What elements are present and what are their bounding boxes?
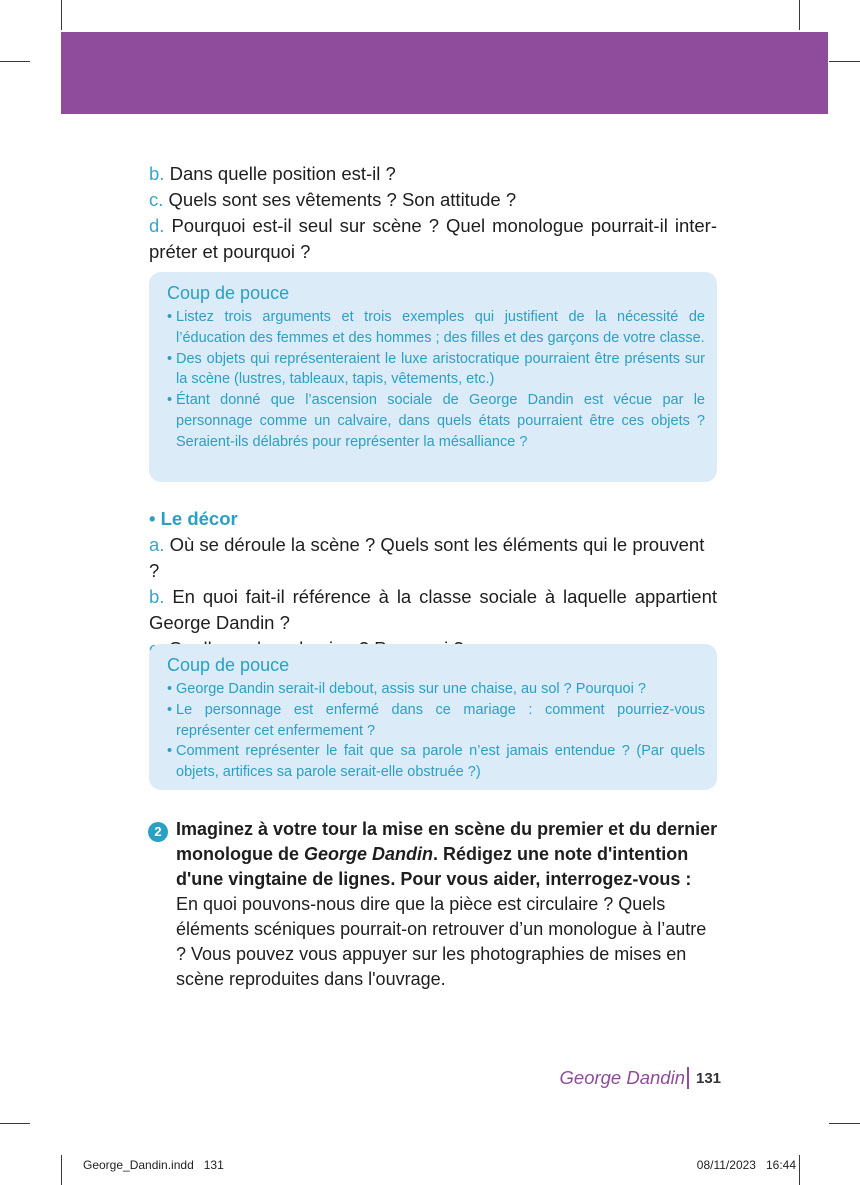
crop-mark [829,61,860,62]
section-heading: • Le décor [149,508,238,529]
exercise-body: En quoi pouvons-nous dire que la pièce est circulaire ? Quels éléments scéniques pourrait-on retrouver d’un monologue à l’autre ? Vous pouvez vous appuyer sur les photographies de mises en scène reproduites dans l'ouvrage. [176,894,707,989]
decor-section [149,506,717,662]
question-a: a. Où se déroule la scène ? Quels sont les éléments qui le prouvent ? [149,534,705,581]
coup-de-pouce-box-2 [149,644,717,790]
exercise-number-badge: 2 [148,822,168,842]
question-c: c. Quels sont ses vêtements ? Son attitude ? [149,189,517,210]
question-b: b. Dans quelle position est-il ? [149,163,396,184]
crop-mark [0,1123,30,1124]
crop-mark [0,61,30,62]
question-b: b. En quoi fait-il référence à la classe sociale à laquelle appartient George Dandin ? [149,586,717,633]
crop-mark [829,1123,860,1124]
running-footer-title: George Dandin [559,1067,685,1088]
slug-date-info: 08/11/2023 16:44 [696,1158,796,1172]
footer-separator [687,1067,689,1089]
exercise-instruction: Imaginez à votre tour la mise en scène du premier et du dernier monologue de George Dandin. Rédigez une note d'intention d'une vingtaine de lignes. Pour vous aider, interrogez-vous : [176,819,718,889]
crop-mark [61,1155,62,1185]
list-item: • Comment représenter le fait que sa parole n’est jamais entendue ? (Par quels objets, artifices sa parole serait-elle obstruée ?) [167,743,705,781]
list-item: • Des objets qui représenteraient le luxe aristocratique pourraient être présents sur la scène (lustres, tableaux, tapis, vêtements, etc.) [167,350,705,388]
crop-mark [799,0,800,30]
exercise-2 [176,817,721,992]
slug-file-info: George_Dandin.indd 131 [83,1158,224,1172]
box-title: Coup de pouce [167,283,290,303]
questions-top [149,161,717,265]
list-item: • Étant donné que l’ascension sociale de George Dandin est vécue par le personnage comme un calvaire, dans quels états pourraient être ces objets ? Seraient-ils délabrés pour représenter la mésalliance ? [167,392,705,450]
crop-mark [61,0,62,30]
list-item: • Le personnage est enfermé dans ce mariage : comment pourriez-vous représenter cet enfermement ? [167,701,705,739]
list-item: • George Dandin serait-il debout, assis sur une chaise, au sol ? Pourquoi ? [167,681,646,697]
header-banner [61,32,828,114]
list-item: • Listez trois arguments et trois exemples qui justifient de la nécessité de l’éducation des femmes et des hommes ; des filles et des garçons de votre classe. [167,309,705,346]
question-d: d. Pourquoi est-il seul sur scène ? Quel monologue pourrait-il inter-préter et pourquoi ? [149,215,717,262]
crop-mark [799,1155,800,1185]
page-number: 131 [696,1070,722,1087]
coup-de-pouce-box-1 [149,272,717,482]
box-title: Coup de pouce [167,655,290,675]
